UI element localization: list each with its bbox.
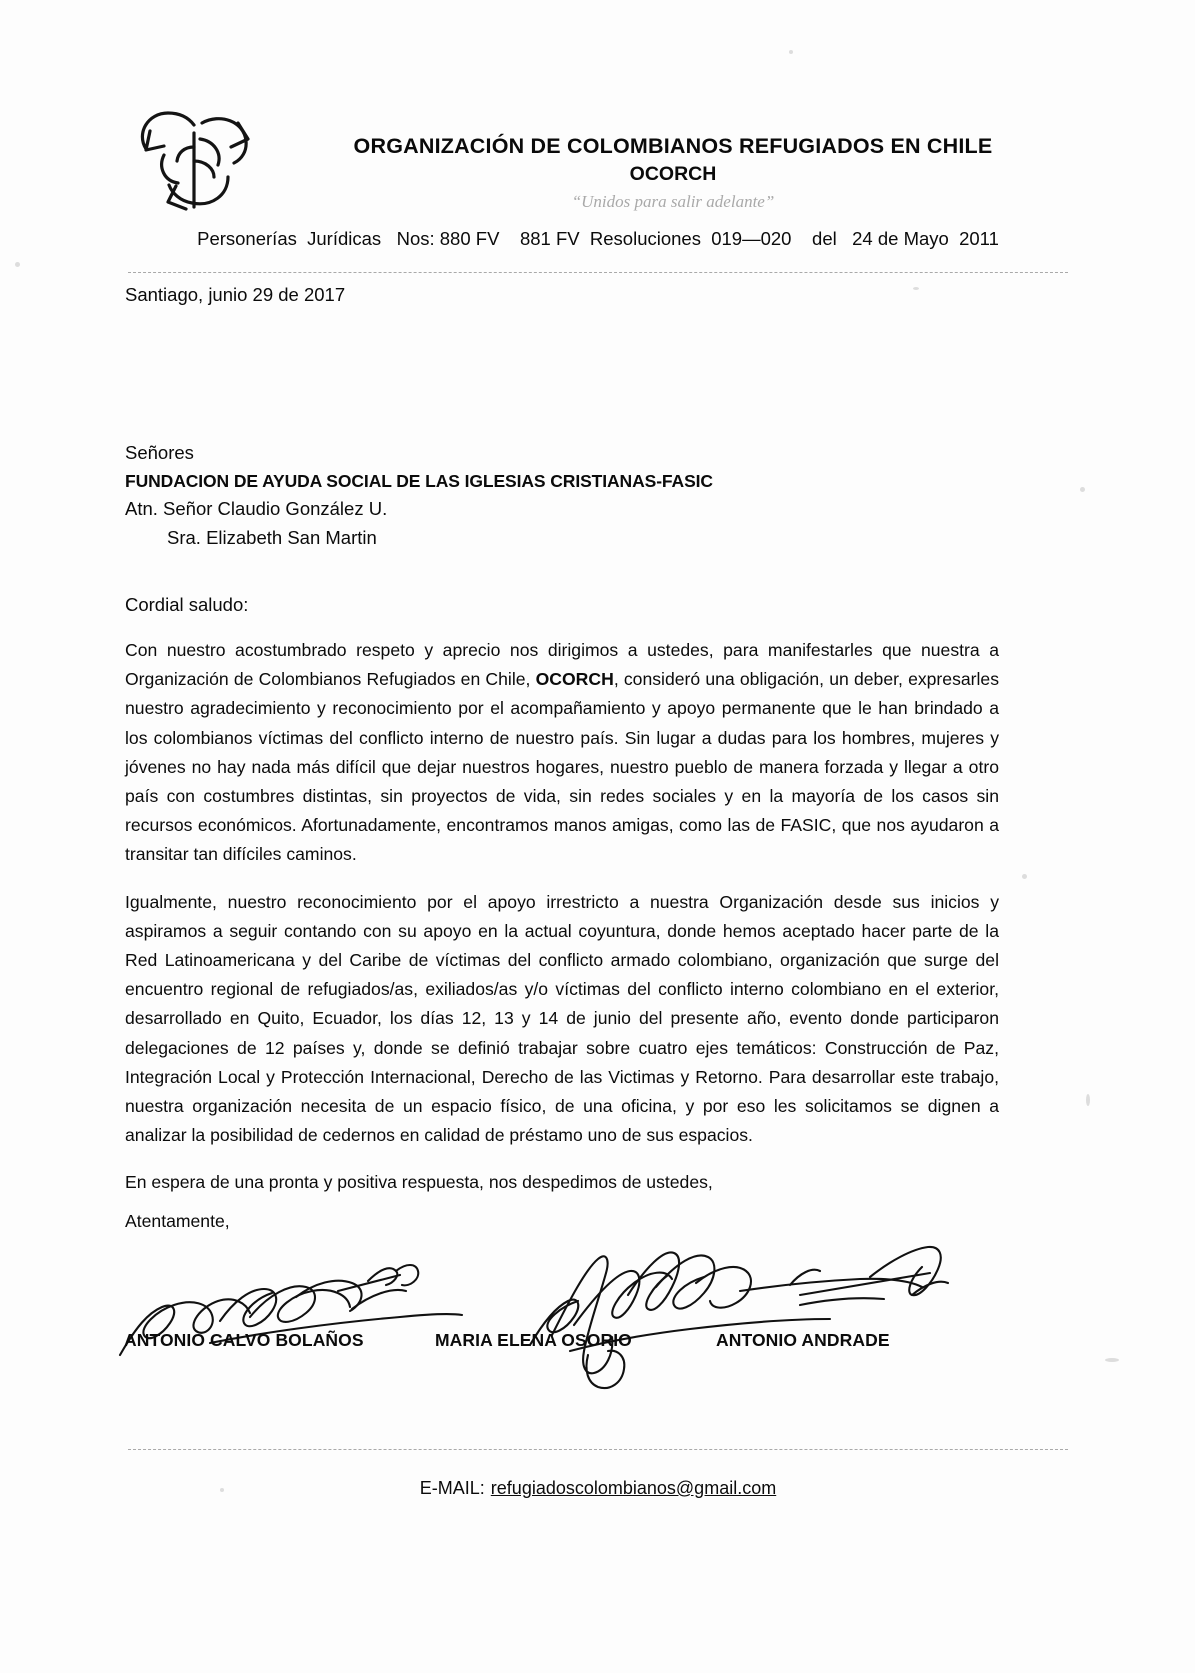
footer-email: [128, 1478, 1068, 1499]
addressee-institution: FUNDACION DE AYUDA SOCIAL DE LAS IGLESIAS CRISTIANAS-FASIC: [125, 470, 713, 491]
signatory-name-1: ANTONIO CALVO BOLAÑOS: [124, 1330, 364, 1350]
organization-acronym: OCORCH: [629, 162, 717, 185]
body-paragraph-2: Igualmente, nuestro reconocimiento por el apoyo irrestricto a nuestra Organización desde sus inicios y aspiramos a seguir contando con su apoyo en la actual coyuntura, donde hemos aceptado hacer parte de la Red Latinoamericana y del Caribe de víctimas del conflicto armado colombiano, organización que surge del encuentro regional de refugiados/as, exiliados/as y/o víctimas del conflicto interno colombiano en el exterior, desarrollado en Quito, Ecuador, los días 12, 13 y 14 de junio del presente año, evento donde participaron delegaciones de 12 países y, donde se definió trabajar sobre cuatro ejes temáticos: Construcción de Paz, Integración Local y Protección Internacional, Derecho de las Victimas y Retorno. Para desarrollar este trabajo, nuestra organización necesita de un espacio físico, de una oficina, y por eso les solicitamos se dignen a analizar la posibilidad de cedernos en calidad de préstamo uno de sus espacios.: [125, 891, 999, 1146]
greeting-line: Cordial saludo:: [125, 594, 249, 615]
signatory-name-3: ANTONIO ANDRADE: [716, 1330, 890, 1350]
addressee-block: [125, 440, 1025, 552]
organization-slogan: “Unidos para salir adelante”: [571, 191, 775, 211]
legal-registration-line: Personerías Jurídicas Nos: 880 FV 881 FV Resoluciones 019—020 del 24 de Mayo 2011: [197, 228, 999, 249]
scan-speck: [15, 262, 20, 267]
body-paragraph-3: En espera de una pronta y positiva respuesta, nos despedimos de ustedes,: [125, 1172, 713, 1193]
letterhead: [128, 95, 1068, 213]
signatory-name-2: MARIA ELENA OSORIO: [435, 1330, 632, 1350]
body-paragraph-1: [125, 636, 999, 870]
organization-title: ORGANIZACIÓN DE COLOMBIANOS REFUGIADOS EN CHILE: [353, 134, 993, 158]
email-label: E-MAIL:: [419, 1478, 485, 1498]
city-date-line: Santiago, junio 29 de 2017: [125, 284, 346, 305]
addressee-attention-1: Atn. Señor Claudio González U.: [125, 498, 388, 520]
signatory-names: [100, 1330, 1030, 1356]
paragraph-1-part-a: Con nuestro acostumbrado respeto y aprecio nos dirigimos a ustedes, para manifestarles que nuestra a Organización de Colombianos Refugiados en Chile,: [125, 640, 999, 690]
email-address[interactable]: refugiadoscolombianos@gmail.com: [490, 1478, 777, 1498]
scan-speck: [1022, 874, 1027, 879]
addressee-attention-2: Sra. Elizabeth San Martin: [167, 527, 377, 548]
scan-speck: [913, 287, 919, 290]
paragraph-1-bold: OCORCH: [535, 669, 614, 690]
sign-off-line: Atentamente,: [125, 1211, 230, 1231]
scan-speck: [789, 50, 793, 54]
recycling-arrows-logo-icon: [128, 103, 278, 213]
letter-body: [125, 636, 999, 1198]
header-divider: [128, 272, 1068, 273]
handwritten-signatures: [100, 1225, 1030, 1400]
organization-block: [278, 95, 1068, 212]
footer-divider: [128, 1449, 1068, 1450]
scan-speck: [1086, 1094, 1090, 1106]
scan-speck: [1105, 1358, 1119, 1362]
scan-speck: [1080, 487, 1085, 492]
addressee-salutation: Señores: [125, 442, 194, 463]
paragraph-1-part-b: , consideró una obligación, un deber, expresarles nuestro agradecimiento y reconocimiento por el acompañamiento y apoyo permanente que le han brindado a los colombianos víctimas del conflicto interno de nuestro país. Sin lugar a dudas para los hombres, mujeres y jóvenes no hay nada más difícil que dejar nuestros hogares, nuestro pueblo de manera forzada y llegar a otro país con costumbres distintas, sin proyectos de vida, sin redes sociales y en la mayoría de los casos sin recursos económicos. Afortunadamente, encontramos manos amigas, como las de FASIC, que nos ayudaron a transitar tan difíciles caminos.: [125, 669, 1000, 865]
signatures-area: [100, 1225, 1030, 1385]
